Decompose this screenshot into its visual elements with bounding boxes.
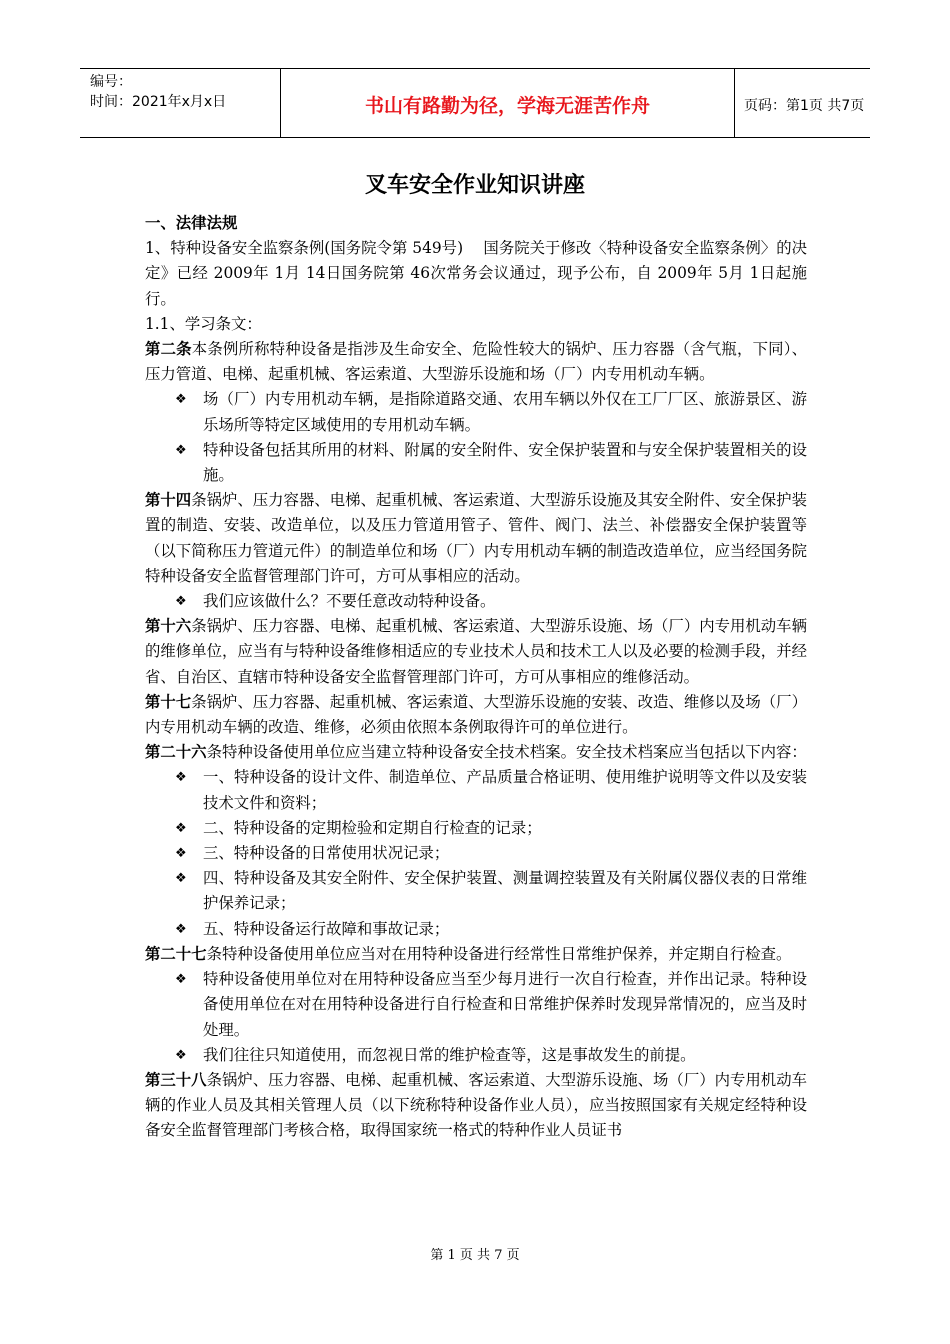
bullet-text: 三、特种设备的日常使用状况记录； [203, 844, 450, 863]
bullet-item [145, 917, 807, 942]
diamond-bullet-icon: ❖ [175, 871, 187, 887]
article-26 [145, 740, 807, 765]
article-text: 本条例所称特种设备是指涉及生命安全、危险性较大的锅炉、压力容器（含气瓶，下同）、压力管道、电梯、起重机械、客运索道、大型游乐设施和场（厂）内专用机动车辆。 [145, 340, 807, 384]
article-27 [145, 942, 807, 967]
bullet-text: 特种设备包括其所用的材料、附属的安全附件、安全保护装置和与安全保护装置相关的设施。 [203, 440, 807, 485]
article-14 [145, 488, 807, 589]
diamond-bullet-icon: ❖ [175, 770, 187, 786]
bullet-item [145, 841, 807, 866]
study-heading: 1.1、学习条文： [145, 314, 262, 333]
diamond-bullet-icon: ❖ [175, 921, 187, 937]
bullet-text: 一、特种设备的设计文件、制造单位、产品质量合格证明、使用维护说明等文件以及安装技术文件和资料； [203, 768, 807, 812]
bullet-text: 我们应该做什么？不要任意改动特种设备。 [203, 592, 496, 611]
document-number-label: 编号： [90, 74, 132, 90]
diamond-bullet-icon: ❖ [175, 972, 187, 988]
article-label: 第三十八 [145, 1070, 207, 1089]
article-38 [145, 1068, 807, 1144]
bullet-text: 我们往往只知道使用，而忽视日常的维护检查等，这是事故发生的前提。 [203, 1045, 696, 1064]
header-motto-cell [280, 69, 735, 137]
document-body [145, 211, 807, 1144]
diamond-bullet-icon: ❖ [175, 820, 187, 836]
intro-paragraph: 1、特种设备安全监察条例(国务院令第 549号) 国务院关于修改〈特种设备安全监察条例〉的决定》已经 2009年 1月 14日国务院第 46次常务会议通过，现予公布，自 2009年 5月 1日起施行。 [145, 239, 807, 308]
bullet-item [145, 438, 807, 488]
article-text: 条锅炉、压力容器、起重机械、客运索道、大型游乐设施的安装、改造、维修以及场（厂）内专用机动车辆的改造、维修，必须由依照本条例取得许可的单位进行。 [145, 692, 807, 737]
bullet-item [145, 765, 807, 815]
article-text: 条特种设备使用单位应当建立特种设备安全技术档案。安全技术档案应当包括以下内容： [206, 743, 807, 762]
bullet-text: 特种设备使用单位对在用特种设备应当至少每月进行一次自行检查，并作出记录。特种设备使用单位在对在用特种设备进行自行检查和日常维护保养时发现异常情况的，应当及时处理。 [203, 970, 807, 1039]
document-date-label: 时间：2021年x月x日 [90, 94, 227, 110]
bullet-item [145, 387, 807, 437]
bullet-item [145, 1043, 807, 1068]
document-title: 叉车安全作业知识讲座 [364, 173, 585, 198]
bullet-item [145, 866, 807, 916]
bullet-item [145, 589, 807, 614]
header-page-info: 页码：第1页 共7页 [744, 98, 865, 114]
article-label: 第二十六 [145, 743, 207, 762]
diamond-bullet-icon: ❖ [175, 1047, 187, 1063]
bullet-item [145, 816, 807, 841]
article-text: 条特种设备使用单位应当对在用特种设备进行经常性日常维护保养，并定期自行检查。 [206, 944, 792, 963]
page-footer: 第 1 页 共 7 页 [430, 1248, 520, 1263]
article-17 [145, 690, 807, 740]
bullet-text: 二、特种设备的定期检验和定期自行检查的记录； [203, 818, 542, 837]
bullet-text: 四、特种设备及其安全附件、安全保护装置、测量调控装置及有关附属仪器仪表的日常维护保养记录； [203, 869, 807, 913]
bullet-text: 场（厂）内专用机动车辆，是指除道路交通、农用车辆以外仅在工厂厂区、旅游景区、游乐场所等特定区域使用的专用机动车辆。 [203, 390, 807, 434]
article-label: 第十七 [145, 692, 192, 711]
article-2 [145, 337, 807, 387]
section-heading: 一、法律法规 [145, 214, 238, 232]
article-label: 第二十七 [145, 944, 207, 963]
diamond-bullet-icon: ❖ [175, 442, 187, 458]
diamond-bullet-icon: ❖ [175, 392, 187, 408]
article-text: 条锅炉、压力容器、电梯、起重机械、客运索道、大型游乐设施、场（厂）内专用机动车辆的维修单位，应当有与特种设备维修相适应的专业技术人员和技术工人以及必要的检测手段，并经省、自治区、直辖市特种设备安全监督管理部门许可，方可从事相应的维修活动。 [145, 617, 807, 686]
article-label: 第二条 [145, 340, 192, 359]
bullet-text: 五、特种设备运行故障和事故记录； [203, 919, 450, 938]
header-table [80, 68, 870, 138]
article-16 [145, 614, 807, 690]
article-label: 第十六 [145, 617, 192, 636]
header-page-cell [735, 69, 870, 137]
diamond-bullet-icon: ❖ [175, 594, 187, 610]
header-left-cell [80, 69, 280, 137]
article-text: 条锅炉、压力容器、电梯、起重机械、客运索道、大型游乐设施、场（厂）内专用机动车辆的作业人员及其相关管理人员（以下统称特种设备作业人员），应当按照国家有关规定经特种设备安全监督管理部门考核合格，取得国家统一格式的特种作业人员证书 [145, 1070, 807, 1140]
bullet-item [145, 967, 807, 1043]
header-motto: 书山有路勤为径，学海无涯苦作舟 [364, 95, 650, 117]
article-text: 条锅炉、压力容器、电梯、起重机械、客运索道、大型游乐设施及其安全附件、安全保护装置的制造、安装、改造单位，以及压力管道用管子、管件、阀门、法兰、补偿器安全保护装置等（以下简称压力管道元件）的制造单位和场（厂）内专用机动车辆的制造改造单位，应当经国务院特种设备安全监督管理部门许可，方可从事相应的活动。 [145, 491, 807, 585]
article-label: 第十四 [145, 491, 192, 510]
diamond-bullet-icon: ❖ [175, 846, 187, 862]
